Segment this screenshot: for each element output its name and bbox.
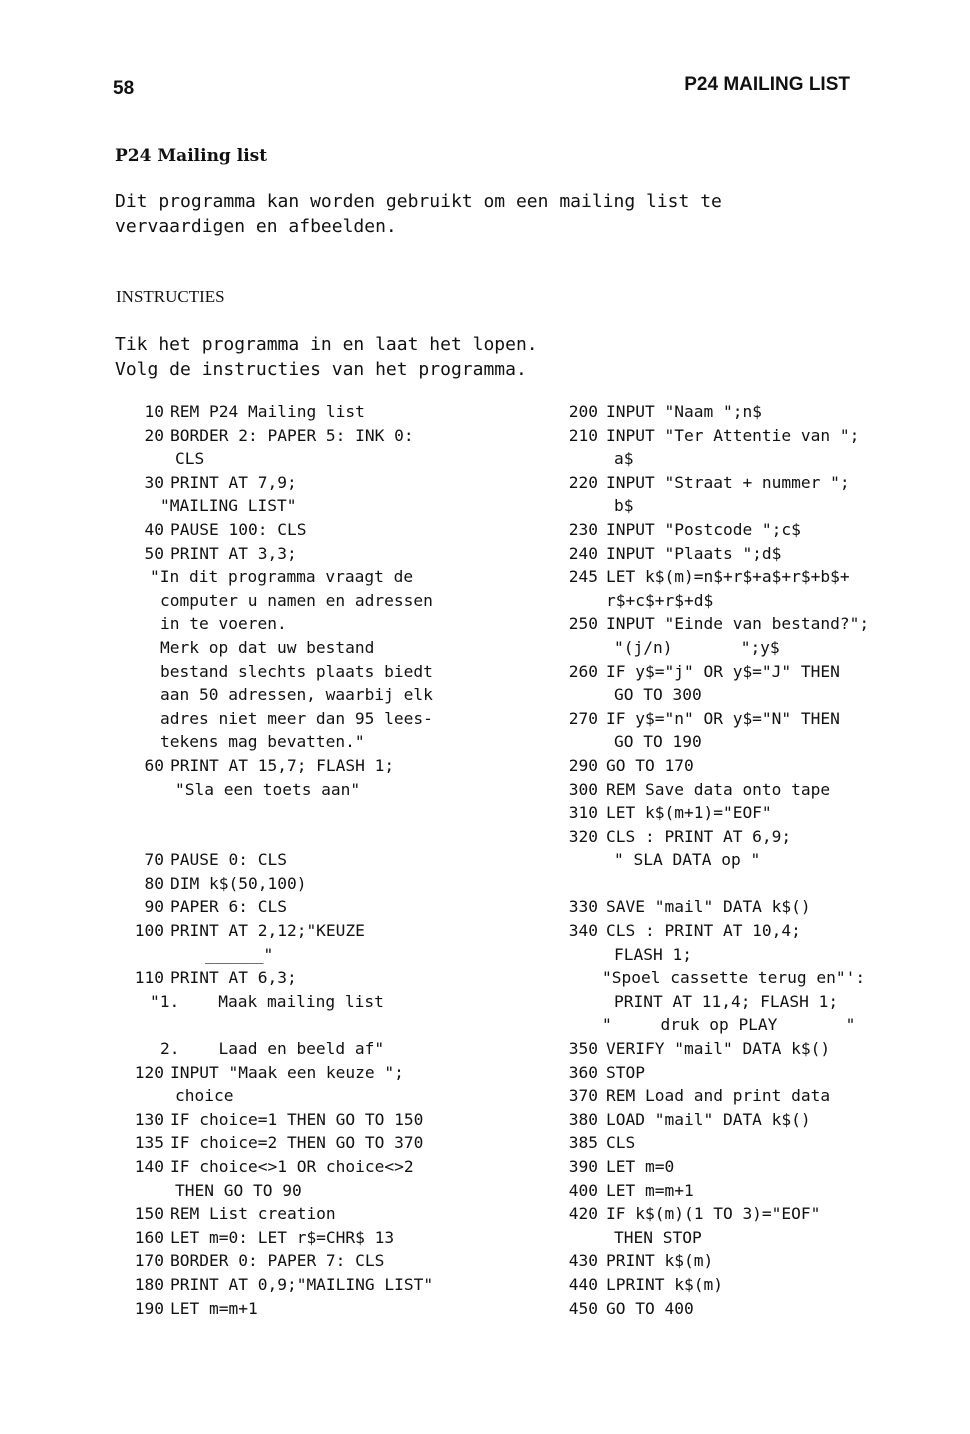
line-number: 120 <box>134 1062 164 1082</box>
line-code: "1. Maak mailing list <box>150 991 384 1011</box>
code-line <box>558 1273 958 1297</box>
line-code: INPUT "Einde van bestand?"; <box>606 614 870 634</box>
instruction-line: Tik het programma in en laat het lopen. <box>115 334 538 355</box>
line-code: a$ <box>614 449 634 469</box>
code-line <box>558 471 958 495</box>
code-line <box>558 1013 958 1037</box>
line-number: 330 <box>568 897 598 917</box>
line-number: 350 <box>568 1039 598 1059</box>
code-line <box>558 1061 958 1085</box>
line-number: 70 <box>144 850 164 870</box>
code-line <box>558 754 958 778</box>
line-code: PRINT AT 7,9; <box>170 472 297 492</box>
line-code: THEN STOP <box>614 1227 702 1247</box>
line-code: INPUT "Postcode ";c$ <box>606 519 801 539</box>
code-line <box>558 1297 958 1321</box>
line-number: 220 <box>568 472 598 492</box>
line-number: 150 <box>134 1204 164 1224</box>
code-line <box>0 943 540 967</box>
line-code: GO TO 300 <box>614 685 702 705</box>
code-line <box>558 589 958 613</box>
code-line <box>0 612 540 636</box>
line-code: STOP <box>606 1062 645 1082</box>
code-line <box>558 966 958 990</box>
code-line <box>0 825 540 849</box>
line-code: SAVE "mail" DATA k$() <box>606 897 811 917</box>
code-line <box>0 1249 540 1273</box>
code-line <box>558 943 958 967</box>
line-number: 390 <box>568 1157 598 1176</box>
line-code: PRINT AT 0,9;"MAILING LIST" <box>170 1274 434 1294</box>
line-number: 40 <box>144 519 164 539</box>
line-number: 450 <box>568 1298 598 1318</box>
line-number: 245 <box>568 567 598 587</box>
line-number: 170 <box>134 1251 164 1271</box>
line-code: DIM k$(50,100) <box>170 873 307 893</box>
code-line <box>0 683 540 707</box>
line-code: BORDER 0: PAPER 7: CLS <box>170 1251 385 1271</box>
line-number: 230 <box>568 519 598 539</box>
code-line <box>0 778 540 802</box>
line-number: 370 <box>568 1086 598 1106</box>
line-code: PRINT k$(m) <box>606 1251 714 1271</box>
code-line <box>0 754 540 778</box>
code-line <box>0 990 540 1014</box>
line-number: 210 <box>568 425 598 445</box>
code-line <box>558 612 958 636</box>
code-line <box>558 990 958 1014</box>
code-line <box>558 1131 958 1155</box>
line-code: "Sla een toets aan" <box>175 779 361 799</box>
code-line <box>0 471 540 495</box>
code-line <box>0 707 540 731</box>
code-line <box>558 1179 958 1203</box>
code-line <box>0 1131 540 1155</box>
line-number: 90 <box>144 897 164 917</box>
code-line <box>558 1249 958 1273</box>
line-code: 2. Laad en beeld af" <box>160 1039 385 1059</box>
code-line <box>558 400 958 424</box>
line-code: b$ <box>614 496 634 516</box>
line-code: GO TO 400 <box>606 1298 694 1318</box>
code-line <box>0 1179 540 1203</box>
line-number: 300 <box>568 779 598 799</box>
code-line <box>0 966 540 990</box>
line-code: INPUT "Maak een keuze "; <box>170 1062 404 1082</box>
intro-paragraph <box>115 189 875 239</box>
line-number: 385 <box>568 1133 598 1153</box>
code-line <box>0 848 540 872</box>
code-line <box>0 1061 540 1085</box>
intro-line: vervaardigen en afbeelden. <box>115 216 397 237</box>
code-line <box>0 447 540 471</box>
line-code: IF y$="j" OR y$="J" THEN <box>606 661 840 681</box>
line-code: choice <box>175 1086 234 1106</box>
code-line <box>558 518 958 542</box>
line-code: INPUT "Naam ";n$ <box>606 402 762 421</box>
line-code: GO TO 190 <box>614 732 702 752</box>
line-code: THEN GO TO 90 <box>175 1180 302 1200</box>
line-code: VERIFY "mail" DATA k$() <box>606 1039 831 1059</box>
line-code: LPRINT k$(m) <box>606 1274 723 1294</box>
intro-line: Dit programma kan worden gebruikt om een mailing list te <box>115 191 722 212</box>
code-line <box>0 730 540 754</box>
line-number: 430 <box>568 1251 598 1271</box>
line-code: "In dit programma vraagt de <box>150 567 414 587</box>
line-code: LET m=m+1 <box>606 1180 694 1200</box>
code-line <box>0 1037 540 1061</box>
code-line <box>0 895 540 919</box>
line-code: ______" <box>205 944 274 964</box>
line-code: CLS <box>606 1133 636 1153</box>
code-line <box>0 1155 540 1179</box>
line-code: "Spoel cassette terug en"': <box>602 968 866 988</box>
code-line <box>0 636 540 660</box>
code-line <box>558 447 958 471</box>
line-code: INPUT "Ter Attentie van "; <box>606 425 860 445</box>
code-line <box>558 636 958 660</box>
line-code: LET k$(m)=n$+r$+a$+r$+b$+ <box>606 567 850 587</box>
code-line <box>0 919 540 943</box>
code-line <box>558 848 958 872</box>
code-line <box>0 1297 540 1321</box>
line-number: 380 <box>568 1109 598 1129</box>
line-code: CLS : PRINT AT 10,4; <box>606 921 801 941</box>
left-code-listing <box>0 400 540 1320</box>
line-code: REM Save data onto tape <box>606 779 831 799</box>
line-number: 60 <box>144 755 164 775</box>
code-line <box>558 707 958 731</box>
line-number: 80 <box>144 873 164 893</box>
code-line <box>0 872 540 896</box>
line-code: " druk op PLAY " <box>602 1015 856 1035</box>
line-number: 260 <box>568 661 598 681</box>
instruction-line: Volg de instructies van het programma. <box>115 359 527 380</box>
line-code: INPUT "Straat + nummer "; <box>606 472 850 492</box>
line-code: REM P24 Mailing list <box>170 402 365 421</box>
page-number: 58 <box>113 78 135 99</box>
running-head: P24 MAILING LIST <box>684 74 850 95</box>
line-code: INPUT "Plaats ";d$ <box>606 543 782 563</box>
code-line <box>0 1084 540 1108</box>
line-code: PRINT AT 3,3; <box>170 543 297 563</box>
line-code: BORDER 2: PAPER 5: INK 0: <box>170 425 414 445</box>
line-code: PRINT AT 15,7; FLASH 1; <box>170 755 395 775</box>
line-code: LET m=0 <box>606 1157 675 1176</box>
line-code: PAUSE 100: CLS <box>170 519 307 539</box>
code-line <box>558 683 958 707</box>
code-line <box>558 1202 958 1226</box>
line-code: IF choice<>1 OR choice<>2 <box>170 1157 414 1176</box>
line-code: IF choice=2 THEN GO TO 370 <box>170 1133 424 1153</box>
program-title: P24 Mailing list <box>115 146 268 166</box>
line-number: 400 <box>568 1180 598 1200</box>
line-number: 110 <box>134 968 164 988</box>
line-code: PAPER 6: CLS <box>170 897 287 917</box>
line-number: 360 <box>568 1062 598 1082</box>
code-line <box>558 660 958 684</box>
line-number: 10 <box>144 402 164 421</box>
instructions-paragraph <box>115 332 875 382</box>
line-number: 140 <box>134 1157 164 1176</box>
code-line <box>0 542 540 566</box>
line-code: " SLA DATA op " <box>614 850 761 870</box>
line-number: 190 <box>134 1298 164 1318</box>
line-code: tekens mag bevatten." <box>160 732 365 752</box>
line-number: 290 <box>568 755 598 775</box>
code-line <box>0 1226 540 1250</box>
line-code: aan 50 adressen, waarbij elk <box>160 685 433 705</box>
code-line <box>558 895 958 919</box>
line-code: r$+c$+r$+d$ <box>606 590 714 610</box>
line-number: 135 <box>134 1133 164 1153</box>
line-code: bestand slechts plaats biedt <box>160 661 433 681</box>
line-code: REM Load and print data <box>606 1086 831 1106</box>
code-line <box>0 424 540 448</box>
code-line <box>558 1084 958 1108</box>
line-code: LET m=0: LET r$=CHR$ 13 <box>170 1227 395 1247</box>
code-line <box>0 589 540 613</box>
line-number: 240 <box>568 543 598 563</box>
code-line <box>558 542 958 566</box>
code-line <box>558 825 958 849</box>
line-number: 130 <box>134 1109 164 1129</box>
code-line <box>0 660 540 684</box>
code-line <box>558 872 958 896</box>
line-code: PRINT AT 2,12;"KEUZE <box>170 921 365 941</box>
line-code: "MAILING LIST" <box>160 496 297 516</box>
line-number: 30 <box>144 472 164 492</box>
line-number: 250 <box>568 614 598 634</box>
line-number: 440 <box>568 1274 598 1294</box>
code-line <box>558 1226 958 1250</box>
code-line <box>0 565 540 589</box>
code-line <box>558 424 958 448</box>
line-code: in te voeren. <box>160 614 287 634</box>
code-line <box>558 801 958 825</box>
code-line <box>0 1013 540 1037</box>
line-number: 180 <box>134 1274 164 1294</box>
code-line <box>558 1155 958 1179</box>
right-code-listing <box>558 400 958 1320</box>
line-number: 420 <box>568 1204 598 1224</box>
line-number: 100 <box>134 921 164 941</box>
line-code: PAUSE 0: CLS <box>170 850 287 870</box>
line-code: PRINT AT 6,3; <box>170 968 297 988</box>
line-code: CLS <box>175 449 205 469</box>
line-code: REM List creation <box>170 1204 336 1224</box>
line-code: LET m=m+1 <box>170 1298 258 1318</box>
line-number: 50 <box>144 543 164 563</box>
line-code: PRINT AT 11,4; FLASH 1; <box>614 991 839 1011</box>
code-line <box>558 565 958 589</box>
line-number: 310 <box>568 803 598 823</box>
line-number: 20 <box>144 425 164 445</box>
line-code: IF choice=1 THEN GO TO 150 <box>170 1109 424 1129</box>
line-code: GO TO 170 <box>606 755 694 775</box>
code-line <box>558 1037 958 1061</box>
code-line <box>558 730 958 754</box>
line-number: 340 <box>568 921 598 941</box>
line-number: 270 <box>568 708 598 728</box>
code-line <box>0 1273 540 1297</box>
code-line <box>558 494 958 518</box>
line-code: "(j/n) ";y$ <box>614 637 780 657</box>
line-code: CLS : PRINT AT 6,9; <box>606 826 792 846</box>
line-code: computer u namen en adressen <box>160 590 433 610</box>
code-line <box>558 919 958 943</box>
line-code: LOAD "mail" DATA k$() <box>606 1109 811 1129</box>
code-line <box>0 1202 540 1226</box>
line-code: IF y$="n" OR y$="N" THEN <box>606 708 840 728</box>
code-line <box>0 801 540 825</box>
line-code: Merk op dat uw bestand <box>160 637 375 657</box>
section-heading: INSTRUCTIES <box>116 287 225 306</box>
line-code: IF k$(m)(1 TO 3)="EOF" <box>606 1204 821 1224</box>
code-line <box>0 518 540 542</box>
code-line <box>0 494 540 518</box>
code-line <box>558 778 958 802</box>
line-number: 320 <box>568 826 598 846</box>
line-code: adres niet meer dan 95 lees- <box>160 708 433 728</box>
code-line <box>558 1108 958 1132</box>
line-number: 160 <box>134 1227 164 1247</box>
line-code: FLASH 1; <box>614 944 692 964</box>
code-line <box>0 400 540 424</box>
line-code: LET k$(m+1)="EOF" <box>606 803 772 823</box>
code-line <box>0 1108 540 1132</box>
line-number: 200 <box>568 402 598 421</box>
